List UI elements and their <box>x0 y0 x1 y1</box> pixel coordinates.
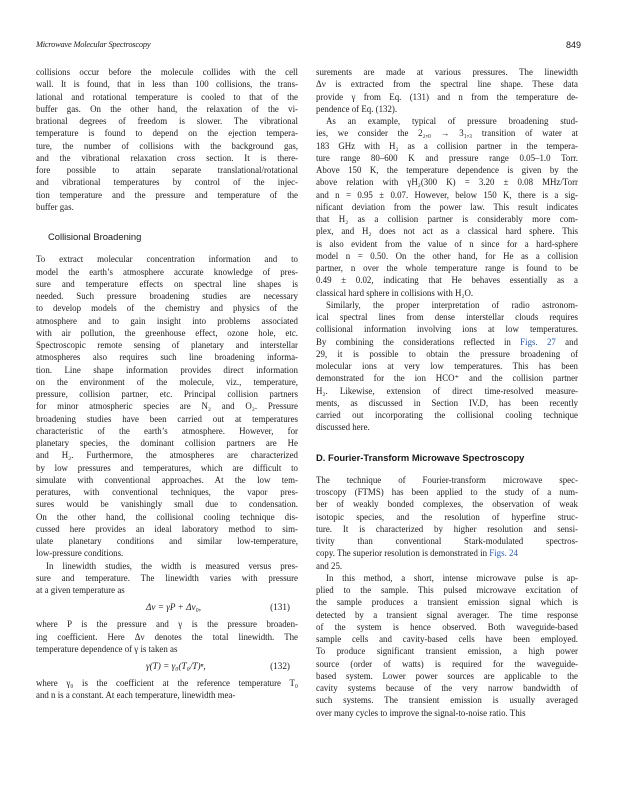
text-line: for minor atmospheric species are N₂ and O₂. Pressure <box>36 401 298 412</box>
text-line: where P is the pressure and γ is the pressure broaden- <box>36 619 298 630</box>
text-line: 29, it is possible to obtain the pressure broadening of <box>316 348 578 359</box>
text-line: nificant deviation from the power law. This result indicates <box>316 201 578 212</box>
text-line: that H₂ as a collision partner is considerably more com- <box>316 214 578 224</box>
text-line: ture range 80–600 K and pressure range 0.05–1.0 Torr. <box>316 152 578 163</box>
text-line: temperature is found to depend on the ejection tempera- <box>36 128 298 139</box>
text-line: broadening studies have been carried out at temperatures <box>36 413 298 424</box>
text-segment: copy. The superior resolution is demonstrated in <box>316 548 490 559</box>
text-line: tivity than conventional Stark-modulated spectros- <box>316 536 578 546</box>
equation-number: (132) <box>270 661 290 671</box>
equation-expression: γ(T) = γ₀(T₀/T)ⁿ, <box>146 661 206 671</box>
figure-link-figs-27[interactable]: Figs. 27 <box>520 336 556 347</box>
text-line: ing coefficient. Here Δν denotes the total linewidth. The <box>36 631 298 642</box>
text-line: sures would be vanishingly small due to condensation. <box>36 499 298 510</box>
text-line: ments, as discussed in Section IV.D, has been recently <box>316 397 578 408</box>
paragraph <box>36 618 298 655</box>
text-line: The technique of Fourier-transform microwave spec- <box>316 474 578 485</box>
text-line: Δν is extracted from the spectral line shape. These data <box>316 79 578 90</box>
text-line: needed. Such pressure broadening studies are necessary <box>36 291 298 301</box>
text-line: simulate with conventional approaches. At the low tem- <box>36 474 298 485</box>
text-line: atmospheres also requires such line broadening informa- <box>36 352 298 363</box>
text-line: source (order of watts) is required for the waveguide- <box>316 658 578 669</box>
text-line: fore possible to attain separate translational/rotational <box>36 165 298 175</box>
text-line: pendence of Eq. (132). <box>316 103 398 114</box>
text-line: buffer gas. <box>36 201 74 212</box>
running-head: Microwave Molecular Spectroscopy <box>36 40 151 49</box>
text-line: tion. Line shape information provides direct information <box>36 364 298 375</box>
page-number: 849 <box>565 40 581 50</box>
text-line: and n = 0.95 ± 0.07. However, below 150 K, there is a sig- <box>316 189 578 200</box>
text-line: buffer gas. On the other hand, the relaxation of the vi- <box>36 103 298 114</box>
text-line: Above 150 K, the temperature dependence is given by the <box>316 165 578 175</box>
text-line: and 25. <box>316 560 343 571</box>
text-line: collisional information involving ions at low temperatures. <box>316 324 578 335</box>
paragraph <box>36 253 298 559</box>
text-line: H₂. Likewise, extension of direct time-resolved measure- <box>316 385 578 396</box>
text-line: plex, and H₂ does not act as a classical hard sphere. This <box>316 226 578 237</box>
text-line: and H₂. Furthermore, the atmospheres are characterized <box>36 450 298 461</box>
equation-expression: Δν = γP + Δν₀, <box>146 602 202 613</box>
text-line: 183 GHz with H₂ as a collision partner in the tempera- <box>316 140 578 151</box>
text-line: cavity systems because of the very narrow bandwidth of <box>316 683 578 693</box>
text-line: surements are made at various pressures. The linewidth <box>316 67 578 77</box>
text-line: On the other hand, the collisional cooling technique dis- <box>36 511 298 522</box>
text-line: with air pollution, the greenhouse effect, ozone hole, etc. <box>36 327 298 338</box>
text-line: To extract molecular concentration information and to <box>36 254 298 265</box>
text-line: planetary species, the dominant collision partners are He <box>36 438 298 448</box>
section-heading-collisional-broadening: Collisional Broadening <box>48 231 142 242</box>
text-line: In this method, a short, intense microwave pulse is ap- <box>326 572 578 583</box>
text-line: wall. It is found, that in less than 100 collisions, the trans- <box>36 79 298 90</box>
text-line: ture, the number of collisions with the background gas, <box>36 140 298 151</box>
text-line: partner, n over the whole temperature range is found to be <box>316 263 578 273</box>
text-line: brational degrees of freedom is slower. The vibrational <box>36 116 298 126</box>
text-line: sure and temperature effects on spectral line shapes is <box>36 278 298 289</box>
text-line: As an example, typical of pressure broadening stud- <box>326 116 578 126</box>
text-line: discussed here. <box>316 422 370 433</box>
text-line: classical hard sphere in collisions with H₂O. <box>316 287 474 298</box>
paragraph <box>316 572 578 719</box>
paragraph <box>36 560 298 597</box>
section-heading-ftms: D. Fourier-Transform Microwave Spectroscopy <box>316 451 525 463</box>
text-line: above relation with γH₂(300 K) = 3.20 ± 0.08 MHz/Torr <box>316 177 578 188</box>
text-line: carried out incorporating the collisional cooling technique <box>316 410 578 420</box>
text-line-with-link <box>316 547 578 559</box>
text-line: cussed here provides an ideal laboratory method to sim- <box>36 523 298 534</box>
figure-link-figs-24[interactable]: Figs. 24 <box>489 548 518 559</box>
text-line: Spectroscopic remote sensing of planetary and interstellar <box>36 340 298 350</box>
text-line: molecular ions at very low temperatures. This has been <box>316 361 578 371</box>
text-line: collisions occur before the molecule collides with the cell <box>36 67 298 77</box>
paragraph-part <box>316 299 578 336</box>
text-line: temperature dependence of γ is taken as <box>36 643 178 654</box>
text-line: on the environment of the molecule, viz., temperature, <box>36 376 298 387</box>
right-column <box>316 66 578 719</box>
text-line: 0.49 ± 0.02, indicating that He behaves essentially as a <box>316 275 578 286</box>
text-line: and the vibrational relaxation cross section. It is there- <box>36 152 298 163</box>
text-line: tion temperature and the pressure and temperature of the <box>36 189 298 200</box>
text-line: characteristic of the earth’s atmosphere. However, for <box>36 425 298 436</box>
text-line: ies, we consider the 2₂,₀ → 3₁,₃ transition of water at <box>316 128 578 139</box>
text-line: detected by a transient signal averager. The time response <box>316 609 578 620</box>
text-line: at a given temperature as <box>36 585 125 595</box>
text-line: is also evident from the value of n since for a hard-sphere <box>316 238 578 249</box>
equation-number: (131) <box>270 602 290 613</box>
left-column <box>36 66 298 702</box>
paragraph-part <box>316 560 578 572</box>
text-line: such systems. The transient emission is usually averaged <box>316 695 578 706</box>
equation-132 <box>36 655 298 677</box>
paragraph <box>36 66 298 213</box>
text-line: the sample produces a transient emission signal which is <box>316 597 578 608</box>
page-header <box>36 40 581 52</box>
text-line: model the earth’s atmosphere accurate knowledge of pres- <box>36 266 298 277</box>
paragraph <box>316 115 578 299</box>
text-line: ical spectral lines from dense interstellar clouds requires <box>316 312 578 322</box>
paragraph-part <box>316 474 578 548</box>
text-segment: and <box>555 336 578 347</box>
equation-131 <box>36 596 298 618</box>
text-line: sure and temperature. The linewidth varies with pressure <box>36 572 298 583</box>
text-line: troscopy (FTMS) has been applied to the study of a num- <box>316 487 578 497</box>
text-line: and n is a constant. At each temperature, linewidth mea- <box>36 690 236 701</box>
text-line: sample cells and cavity-based cells have been employed. <box>316 634 578 644</box>
text-line: plied to the sample. This pulsed microwave excitation of <box>316 585 578 595</box>
text-line: by low pressures and temperatures, which are difficult to <box>36 462 298 473</box>
paragraph-part <box>316 348 578 434</box>
text-line: To produce significant transient emission, a high power <box>316 646 578 657</box>
text-line: where γ₀ is the coefficient at the reference temperature T₀ <box>36 678 298 688</box>
text-line: model n = 0.50. On the other hand, for He as a collision <box>316 250 578 261</box>
paragraph <box>36 677 298 702</box>
text-line: isotopic species, and the resolution of hyperfine struc- <box>316 511 578 522</box>
text-line: low-pressure conditions. <box>36 548 124 559</box>
text-line: of the system is hence observed. Both waveguide-based <box>316 621 578 632</box>
text-line: lational and rotational temperature is cooled to that of the <box>36 91 298 102</box>
text-line: over many cycles to improve the signal-to-noise ratio. This <box>316 707 526 718</box>
text-line: peratures, with conventional techniques, the vapor pres- <box>36 487 298 497</box>
paragraph <box>316 66 578 115</box>
text-line: ber of weakly bonded complexes, the observation of weak <box>316 499 578 510</box>
text-line: demonstrated for the ion HCO⁺ and the collision partner <box>316 373 578 384</box>
text-line: Similarly, the proper interpretation of radio astronom- <box>326 299 578 310</box>
text-line: atmosphere and to gain insight into problems associated <box>36 315 298 326</box>
text-line: to develop models of the chemistry and physics of the <box>36 303 298 314</box>
text-line: pressure, collision partner, etc. Principal collision partners <box>36 389 298 399</box>
text-line: and vibrational temperatures by control of the injec- <box>36 177 298 188</box>
text-line: provide γ from Eq. (131) and n from the temperature de- <box>316 91 578 102</box>
text-line: In linewidth studies, the width is measured versus pres- <box>46 560 298 571</box>
text-line: ture. It is characterized by higher resolution and sensi- <box>316 523 578 534</box>
text-segment: By combining the considerations reflected in <box>316 336 521 347</box>
text-line: ulate planetary conditions and similar low-temperature, <box>36 536 298 546</box>
text-line: based system. Lower power sources are applicable to the <box>316 670 578 681</box>
text-line-with-link <box>316 336 578 348</box>
